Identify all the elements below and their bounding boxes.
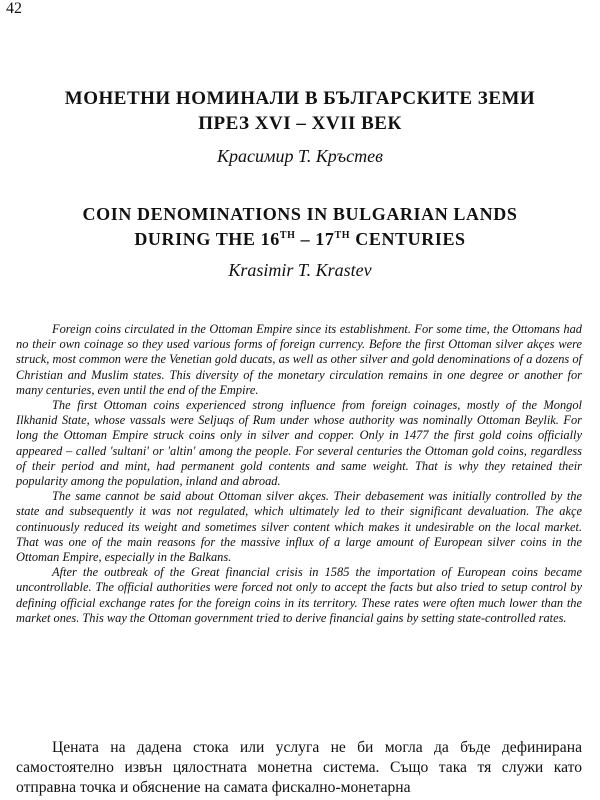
- author-english: Krasimir T. Krastev: [228, 260, 372, 280]
- abstract-paragraph: Foreign coins circulated in the Ottoman Empire since its establishment. For some time, the Ottomans had no their own coinage so they used various forms of foreign currency. Before the first Ottoman silver akçes were struck, most common were the Venetian gold ducats, as well as other silver and gold denominations of a dozens of Christian and Muslim states. This diversity of the monetary circulation remains in one degree or another for many centuries, even until the end of the Empire.: [16, 322, 582, 397]
- page-number: 42: [6, 0, 22, 17]
- body-paragraph: Цената на дадена стока или услуга не би могла да бъде дефинирана самостоятелно извън цялостната монетна система. Също така тя служи като отправна точка и обяснение на самата фискално-монетарна: [16, 739, 582, 796]
- superscript-th-1: TH: [279, 230, 296, 241]
- title-english-line1: COIN DENOMINATIONS IN BULGARIAN LANDS: [82, 204, 518, 224]
- title-english-line2-mid: – 17: [295, 229, 335, 249]
- abstract-paragraph: The first Ottoman coins experienced strong influence from foreign coinages, mostly of the Mongol Ilkhanid State, whose vassals were Seljuqs of Rum under whose authority was nominally Ottoman Beylik. For long the Ottoman Empire struck coins only in silver and copper. Only in 1477 the first gold coins officially appeared – called 'sultani' or 'altin' among the people. For several centuries the Ottoman gold coins, regardless of their period and mint, had permanent gold contents and same weight. That is why they retained their popularity among the population, inland and abroad.: [16, 398, 582, 489]
- title-english-line2-pre: DURING THE 16: [134, 229, 280, 249]
- title-bulgarian-line2: ПРЕЗ XVI – XVII ВЕК: [198, 113, 402, 134]
- body-text: [16, 738, 582, 798]
- author-bulgarian: Красимир Т. Кръстев: [217, 146, 383, 166]
- title-english-line2: [0, 229, 600, 250]
- title-english-line2-post: CENTURIES: [350, 229, 466, 249]
- abstract-paragraph: The same cannot be said about Ottoman silver akçes. Their debasement was initially controlled by the state and subsequently it was not regulated, which ultimately led to their significant devaluation. The akçe continuously reduced its weight and sometimes silver content which makes it undesirable on the local market. That was one of the main reasons for the massive influx of a large amount of European silver coins in the Ottoman Empire, especially in the Balkans.: [16, 489, 582, 565]
- abstract-paragraph: After the outbreak of the Great financial crisis in 1585 the importation of European coins became uncontrollable. The official authorities were forced not only to accept the facts but also tried to setup control by defining official exchange rates for the foreign coins in its territory. These rates were often much lower than the market ones. This way the Ottoman government tried to derive financial gains by setting state-controlled rates.: [16, 565, 582, 625]
- superscript-th-2: TH: [334, 230, 351, 241]
- title-bulgarian-line1: МОНЕТНИ НОМИНАЛИ В БЪЛГАРСКИТЕ ЗЕМИ: [64, 88, 536, 109]
- abstract: [16, 322, 582, 626]
